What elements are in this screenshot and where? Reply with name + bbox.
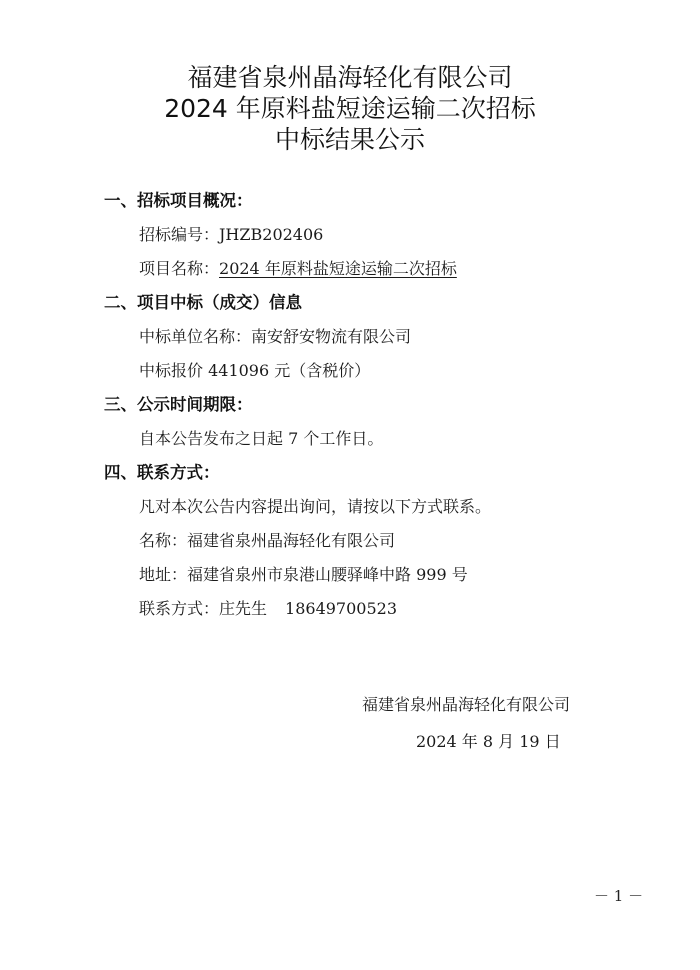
bid-number-row — [139, 224, 323, 246]
contact-address-label: 地址： — [139, 565, 188, 584]
contact-phone: 18649700523 — [285, 599, 398, 618]
contact-method-label: 联系方式： — [139, 599, 220, 618]
winner-row — [139, 326, 411, 348]
section1-heading: 一、招标项目概况： — [104, 191, 253, 210]
project-name-label: 项目名称： — [139, 259, 220, 278]
signature-date: 2024 年 8 月 19 日 — [416, 732, 561, 751]
bid-number-value: JHZB202406 — [219, 225, 324, 244]
bid-price: 中标报价 441096 元（含税价） — [139, 361, 371, 380]
section3-heading: 三、公示时间期限： — [104, 395, 253, 414]
title-company: 福建省泉州晶海轻化有限公司 — [187, 63, 513, 92]
section4-heading: 四、联系方式： — [104, 463, 220, 482]
project-name-value: 2024 年原料盐短途运输二次招标 — [219, 259, 457, 278]
title-subject: 中标结果公示 — [274, 125, 425, 154]
contact-name-value: 福建省泉州晶海轻化有限公司 — [187, 531, 396, 550]
winner-value: 南安舒安物流有限公司 — [251, 327, 412, 346]
contact-intro: 凡对本次公告内容提出询问，请按以下方式联系。 — [139, 497, 492, 516]
section2-heading: 二、项目中标（成交）信息 — [104, 293, 302, 312]
title-project: 2024 年原料盐短途运输二次招标 — [164, 94, 536, 123]
signature-company: 福建省泉州晶海轻化有限公司 — [362, 695, 571, 714]
document-title — [0, 62, 700, 155]
contact-address-value: 福建省泉州市泉港山腰驿峰中路 999 号 — [187, 565, 468, 584]
winner-label: 中标单位名称： — [139, 327, 252, 346]
page-number: － 1 － — [594, 887, 644, 905]
contact-address-row — [139, 564, 468, 586]
contact-name-label: 名称： — [139, 531, 188, 550]
contact-method-row — [139, 598, 397, 620]
contact-name-row — [139, 530, 395, 552]
contact-person: 庄先生 — [219, 599, 268, 618]
bid-number-label: 招标编号： — [139, 225, 220, 244]
publicity-period: 自本公告发布之日起 7 个工作日。 — [139, 429, 384, 448]
project-name-row — [139, 258, 457, 280]
